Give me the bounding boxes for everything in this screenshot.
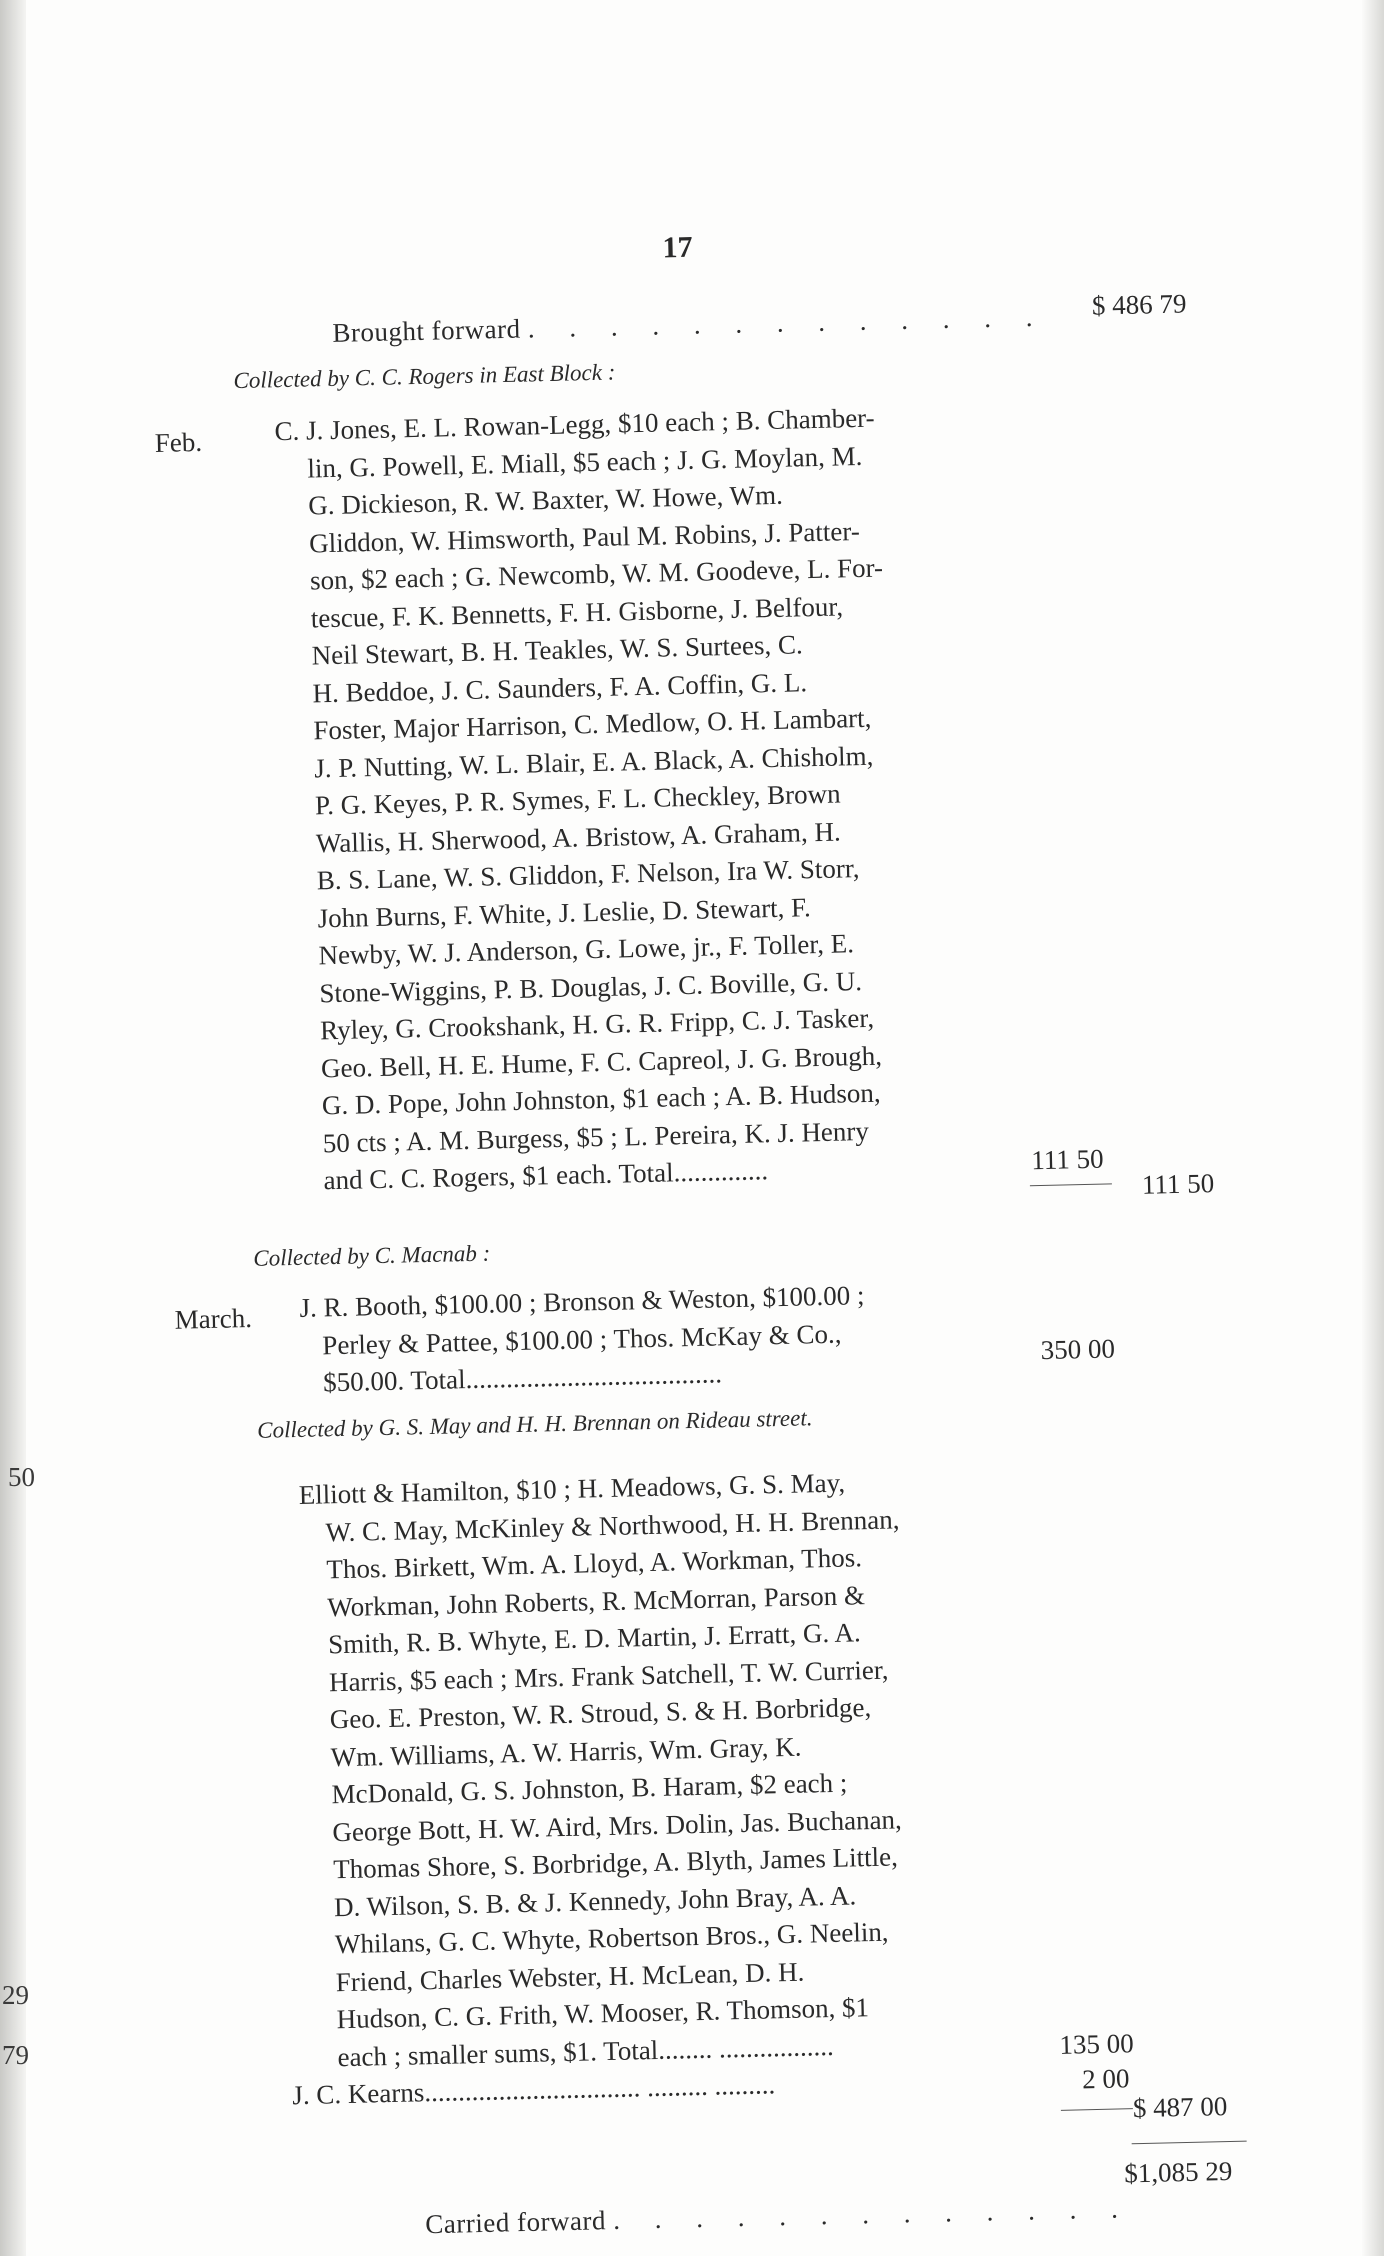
brought-forward-line: [332, 302, 1047, 349]
list-line: tescue, F. K. Bennetts, F. H. Gisborne, J. Belfour,: [310, 590, 844, 633]
right-page-edge: [1362, 0, 1384, 2256]
list-line: 50 cts ; A. M. Burgess, $5 ; L. Pereira, K. J. Henry: [322, 1115, 870, 1158]
list-line: Newby, W. J. Anderson, G. Lowe, jr., F. Toller, E.: [318, 928, 855, 971]
section-carried-amount: 111 50: [1141, 1168, 1215, 1200]
dot-leader: ..............: [673, 1155, 769, 1188]
list-line: Perley & Pattee, $100.00 ; Thos. McKay & Co.,: [321, 1318, 842, 1360]
bleed-through-number: 79: [2, 2040, 29, 2070]
section-header: Collected by G. S. May and H. H. Brennan on Rideau street.: [256, 1405, 813, 1443]
brought-forward-label: Brought forward: [332, 313, 521, 348]
bleed-through-number: 50: [8, 1462, 35, 1492]
section-subtotal: 135 00: [1059, 2028, 1134, 2060]
subtotal-rule: [1030, 1183, 1112, 1186]
bleed-through-number: 29: [2, 1980, 29, 2010]
brought-forward-amount: $ 486 79: [1091, 288, 1187, 321]
carried-forward-label: Carried forward: [424, 2205, 607, 2240]
list-line: J. P. Nutting, W. L. Blair, E. A. Black, A. Chisholm,: [313, 740, 874, 783]
list-line: G. D. Pope, John Johnston, $1 each ; A. B. Hudson,: [321, 1077, 881, 1121]
list-line: Neil Stewart, B. H. Teakles, W. S. Surtees, C.: [311, 629, 803, 671]
page-content: [150, 204, 1290, 2240]
section-subtotal: 111 50: [1030, 1143, 1104, 1176]
list-line: C. J. Jones, E. L. Rowan-Legg, $10 each ; B. Chamber-: [274, 402, 875, 447]
dot-leader: ................................ ......... .........: [423, 2069, 776, 2108]
list-line: Whilans, G. C. Whyte, Robertson Bros., G. Neelin,: [334, 1916, 889, 1960]
list-line: Thomas Shore, S. Borbridge, A. Blyth, James Little,: [332, 1841, 899, 1885]
carried-forward-amount: $1,085 29: [1124, 2155, 1233, 2189]
list-line: John Burns, F. White, J. Leslie, D. Stewart, F.: [317, 891, 812, 933]
contributor-list: [292, 1460, 1042, 2114]
section-header: Collected by C. Macnab :: [253, 1240, 491, 1271]
left-page-edge: [0, 0, 26, 2256]
section-subtotal: 350 00: [1040, 1333, 1116, 1366]
section-total: $ 487 00: [1132, 2091, 1228, 2124]
list-line: P. G. Keyes, P. R. Symes, F. L. Checkley, Brown: [314, 778, 841, 821]
dot-leader: . . . . . . . . . . . . .: [612, 2193, 1133, 2235]
list-line: Ryley, G. Crookshank, H. G. R. Fripp, C. J. Tasker,: [319, 1002, 875, 1046]
dot-leader: ........ .................: [657, 2030, 835, 2065]
carried-forward-line: [425, 2193, 1132, 2240]
list-line: W. C. May, McKinley & Northwood, H. H. Brennan,: [325, 1503, 900, 1547]
list-line: lin, G. Powell, E. Miall, $5 each ; J. G. Moylan, M.: [307, 440, 863, 483]
list-line: D. Wilson, S. B. & J. Kennedy, John Bray, A. A.: [333, 1879, 857, 1922]
contributor-list: [299, 1274, 1011, 1403]
dot-leader: ......................................: [465, 1358, 723, 1395]
page-number: 17: [662, 230, 693, 265]
section-header: Collected by C. C. Rogers in East Block :: [233, 359, 616, 394]
list-line: G. Dickieson, R. W. Baxter, W. Howe, Wm.: [307, 479, 784, 521]
list-line: B. S. Lane, W. S. Gliddon, F. Nelson, Ira W. Storr,: [316, 853, 860, 896]
list-line: Smith, R. B. Whyte, E. D. Martin, J. Erratt, G. A.: [327, 1617, 862, 1660]
subtotal-rule: [1061, 2108, 1133, 2111]
list-line: Wm. Williams, A. W. Harris, Wm. Gray, K.: [330, 1731, 802, 1772]
list-line: Thos. Birkett, Wm. A. Lloyd, A. Workman, Thos.: [326, 1542, 863, 1585]
total-label: each ; smaller sums, $1. Total: [337, 2034, 659, 2072]
list-line: Hudson, C. G. Frith, W. Mooser, R. Thomson, $1: [336, 1992, 870, 2035]
entry-month: Feb.: [154, 426, 203, 458]
list-line: Gliddon, W. Himsworth, Paul M. Robins, J. Patter-: [308, 515, 861, 558]
list-line: Elliott & Hamilton, $10 ; H. Meadows, G. S. May,: [298, 1467, 846, 1510]
entry-month: March.: [174, 1302, 253, 1335]
list-line: H. Beddoe, J. C. Saunders, F. A. Coffin, G. L.: [312, 666, 808, 708]
extra-entry-amount: 2 00: [1081, 2063, 1130, 2095]
list-line: Wallis, H. Sherwood, A. Bristow, A. Graham, H.: [315, 815, 841, 858]
total-label: $50.00. Total: [322, 1364, 466, 1398]
list-line: Harris, $5 each ; Mrs. Frank Satchell, T. W. Currier,: [328, 1654, 889, 1697]
list-line: McDonald, G. S. Johnston, B. Haram, $2 each ;: [331, 1767, 848, 1810]
list-line: Foster, Major Harrison, C. Medlow, O. H. Lambart,: [313, 702, 872, 746]
list-line: son, $2 each ; G. Newcomb, W. M. Goodeve, L. For-: [309, 552, 884, 596]
list-line: George Bott, H. W. Aird, Mrs. Dolin, Jas. Buchanan,: [332, 1803, 903, 1847]
dot-leader: . . . . . . . . . . . . .: [527, 301, 1047, 344]
list-line: Geo. E. Preston, W. R. Stroud, S. & H. Borbridge,: [329, 1692, 872, 1735]
list-line: Stone-Wiggins, P. B. Douglas, J. C. Boville, G. U.: [319, 965, 863, 1008]
contributor-list: [274, 397, 1017, 1201]
total-rule: [1132, 2141, 1247, 2145]
list-line: Geo. Bell, H. E. Hume, F. C. Capreol, J. G. Brough,: [320, 1040, 883, 1083]
total-label: and C. C. Rogers, $1 each. Total: [323, 1157, 674, 1196]
list-line: Friend, Charles Webster, H. McLean, D. H.: [335, 1956, 805, 1997]
extra-entry-label: J. C. Kearns: [292, 2077, 425, 2111]
list-line: J. R. Booth, $100.00 ; Bronson & Weston, $100.00 ;: [299, 1280, 865, 1323]
list-line: Workman, John Roberts, R. McMorran, Parson &: [326, 1579, 866, 1622]
